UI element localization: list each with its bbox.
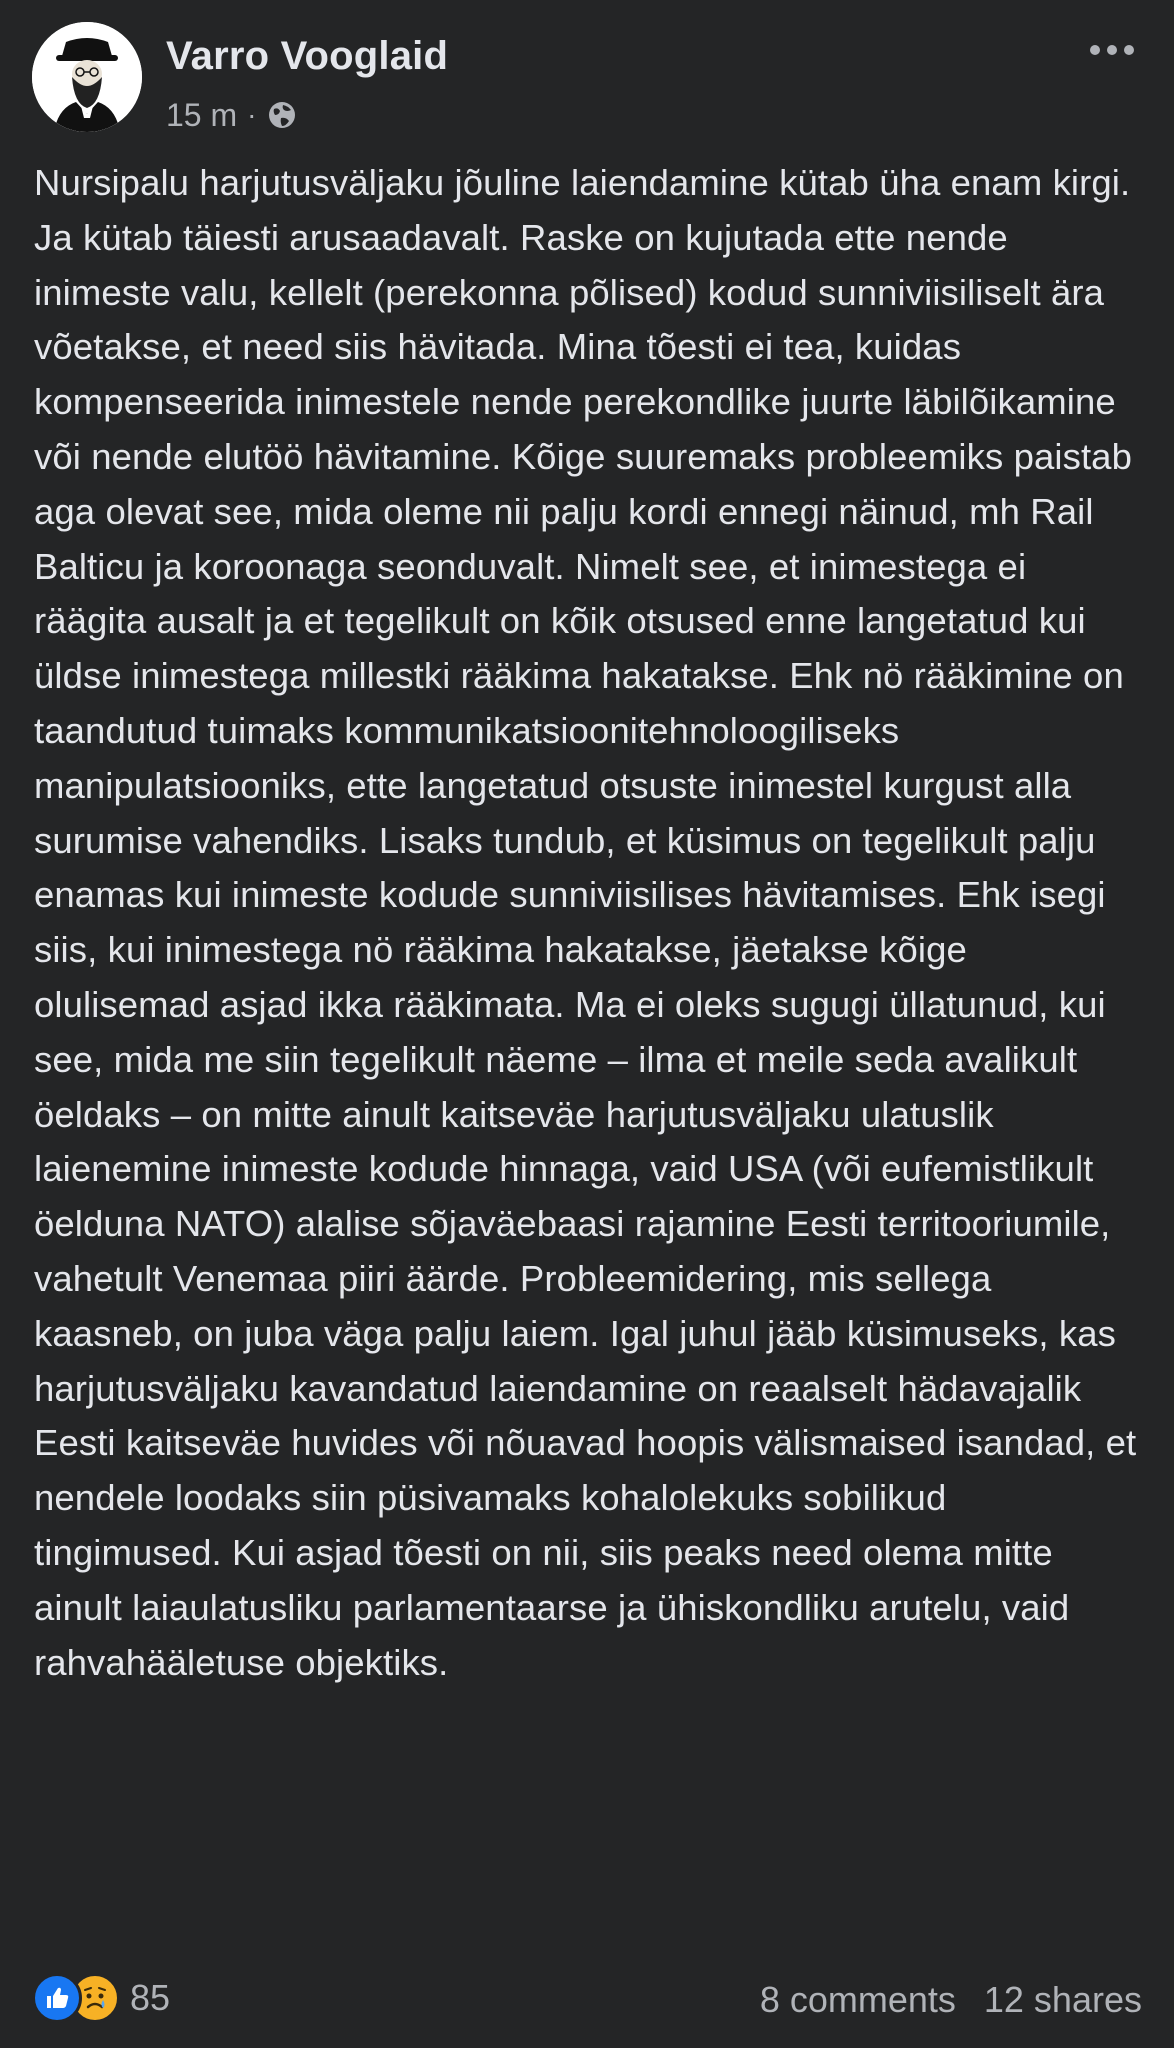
like-icon xyxy=(32,1973,82,2023)
post-meta xyxy=(166,95,298,135)
ellipsis-icon xyxy=(1090,45,1100,55)
ellipsis-icon-dot xyxy=(1124,45,1134,55)
bearded-man-with-hat-avatar-icon xyxy=(32,22,142,132)
post-stats xyxy=(760,1978,1142,2022)
globe-icon[interactable] xyxy=(266,99,298,131)
more-options-button[interactable] xyxy=(1082,30,1142,70)
author-avatar[interactable] xyxy=(32,22,142,132)
post-timestamp[interactable]: 15 m xyxy=(166,96,238,133)
reaction-count: 85 xyxy=(130,1977,171,2018)
ellipsis-icon-dot xyxy=(1107,45,1117,55)
shares-count-link[interactable]: 12 shares xyxy=(983,1979,1142,2020)
comments-count-link[interactable]: 8 comments xyxy=(759,1979,956,2020)
author-name[interactable]: Varro Vooglaid xyxy=(166,34,449,78)
post-text: Nursipalu harjutusväljaku jõuline laiendamine kütab üha enam kirgi. Ja kütab täiesti arusaadavalt. Raske on kujutada ette nende inimeste valu, kellelt (perekonna põlised) kodud sunniviisiliselt ära võetakse, et need siis hävitada. Mina tõesti ei tea, kuidas kompenseerida inimestele nende perekondlike juurte läbilõikamine või nende elutöö hävitamine. Kõige suuremaks probleemiks paistab aga olevat see, mida oleme nii palju kordi ennegi näinud, mh Rail Balticu ja koroonaga seonduvalt. Nimelt see, et inimestega ei räägita ausalt ja et tegelikult on kõik otsused enne langetatud kui üldse inimestega millestki rääkima hakatakse. Ehk nö rääkimine on taandutud tuimaks kommunikatsioonitehnoloogiliseks manipulatsiooniks, ette langetatud otsuste inimestel kurgust alla surumise vahendiks. Lisaks tundub, et küsimus on tegelikult palju enamas kui inimeste kodude sunniviisilises hävitamises. Ehk isegi siis, kui inimestega nö rääkima hakatakse, jäetakse kõige olulisemad asjad ikka rääkimata. Ma ei oleks sugugi üllatunud, kui see, mida me siin tegelikult näeme – ilma et meile seda avalikult öeldaks – on mitte ainult kaitseväe harjutusväljaku ulatuslik laienemine inimeste kodude hinnaga, vaid USA (või eufemistlikult öelduna NATO) alalise sõjaväebaasi rajamine Eesti territooriumile, vahetult Venemaa piiri äärde. Probleemidering, mis sellega kaasneb, on juba väga palju laiem. Igal juhul jääb küsimuseks, kas harjutusväljaku kavandatud laiendamine on reaalselt hädavajalik Eesti kaitseväe huvides või nõuavad hoopis välismaised isandad, et nendele loodaks siin püsivamaks kohalolekuks sobilikud tingimused. Kui asjad tõesti on nii, siis peaks need olema mitte ainult laiaulatusliku parlamentaarse ja ühiskondliku arutelu, vaid rahvahääletuse objektiks. xyxy=(34,162,1137,1683)
reactions-summary[interactable] xyxy=(32,1975,170,2021)
meta-separator: · xyxy=(247,99,257,130)
